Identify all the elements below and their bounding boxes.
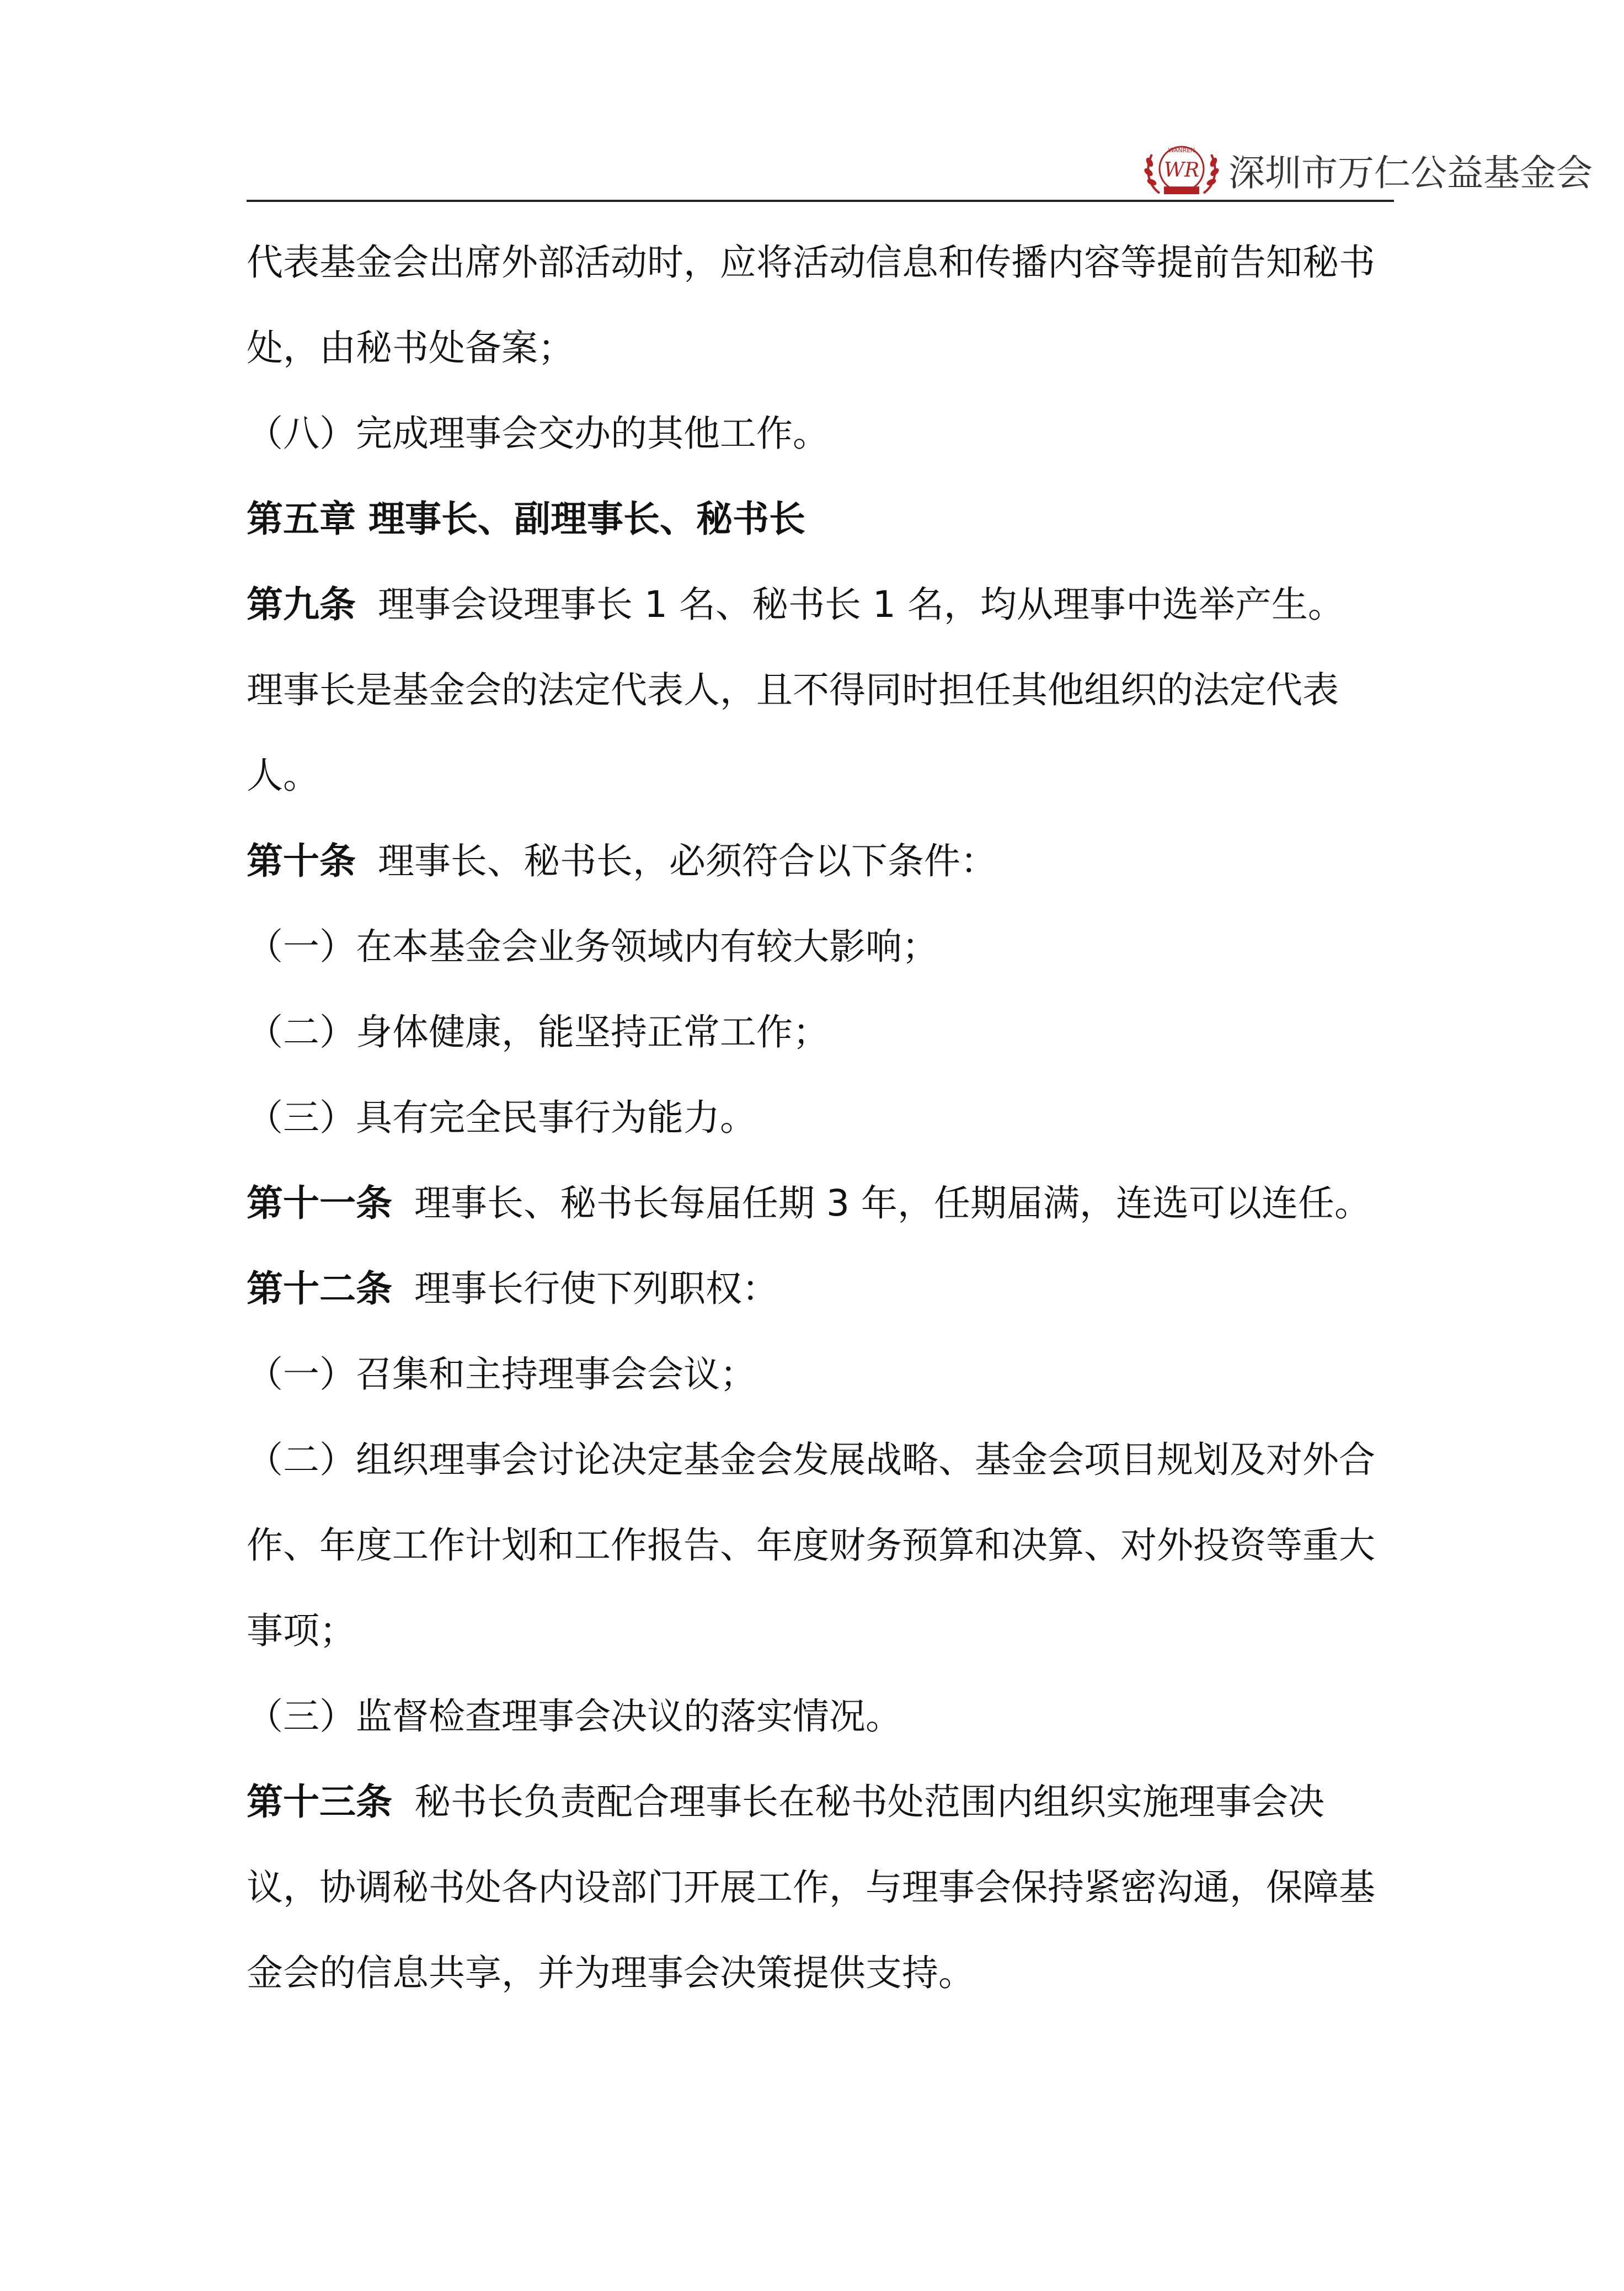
document-body xyxy=(247,220,1394,2016)
text-line xyxy=(247,305,1394,391)
article-line xyxy=(247,1246,1394,1331)
text-line xyxy=(247,989,1394,1075)
text-line xyxy=(247,1503,1394,1588)
article-number: 第十条 xyxy=(247,840,356,882)
line-text: （二）组织理事会讨论决定基金会发展战略、基金会项目规划及对外合 xyxy=(247,1438,1375,1481)
article-line xyxy=(247,818,1394,904)
chapter-heading xyxy=(247,476,1394,562)
text-line xyxy=(247,733,1394,818)
text-line xyxy=(247,220,1394,305)
article-number: 第九条 xyxy=(247,583,356,626)
article-line xyxy=(247,1160,1394,1246)
line-text: （八）完成理事会交办的其他工作。 xyxy=(247,412,829,455)
chapter-heading-text: 第五章 理事长、副理事长、秘书长 xyxy=(247,498,805,540)
text-line xyxy=(247,1417,1394,1503)
article-number: 第十二条 xyxy=(247,1267,392,1310)
line-text: 人。 xyxy=(247,754,319,797)
text-line xyxy=(247,1331,1394,1417)
text-line xyxy=(247,1674,1394,1759)
page-header xyxy=(247,138,1593,200)
line-text: （三）具有完全民事行为能力。 xyxy=(247,1096,756,1139)
logo-top-text: WANREN xyxy=(1168,147,1195,154)
line-text: 处，由秘书处备案； xyxy=(247,327,574,369)
line-text: （三）监督检查理事会决议的落实情况。 xyxy=(247,1695,902,1738)
line-text: 代表基金会出席外部活动时，应将活动信息和传播内容等提前告知秘书 xyxy=(247,241,1375,284)
article-line xyxy=(247,1759,1394,1845)
text-line xyxy=(247,391,1394,476)
line-text: 理事长、秘书长每届任期 3 年，任期届满，连选可以连任。 xyxy=(414,1182,1371,1224)
line-text: 作、年度工作计划和工作报告、年度财务预算和决算、对外投资等重大 xyxy=(247,1524,1375,1567)
text-line xyxy=(247,647,1394,733)
article-number: 第十三条 xyxy=(247,1781,392,1823)
line-text: （一）在本基金会业务领域内有较大影响； xyxy=(247,925,938,968)
text-line xyxy=(247,1930,1394,2016)
article-number: 第十一条 xyxy=(247,1182,392,1224)
line-text: 理事长是基金会的法定代表人，且不得同时担任其他组织的法定代表 xyxy=(247,669,1339,711)
line-text: 秘书长负责配合理事长在秘书处范围内组织实施理事会决 xyxy=(414,1781,1324,1823)
text-line xyxy=(247,1845,1394,1930)
laurel-seal-logo-icon xyxy=(1137,138,1226,200)
line-text: 理事长、秘书长，必须符合以下条件： xyxy=(378,840,997,882)
line-text: 事项； xyxy=(247,1610,356,1652)
line-text: 议，协调秘书处各内设部门开展工作，与理事会保持紧密沟通，保障基 xyxy=(247,1866,1375,1909)
line-text: （一）召集和主持理事会会议； xyxy=(247,1353,756,1395)
text-line xyxy=(247,904,1394,989)
logo-mark: WR xyxy=(1163,159,1200,182)
organization-name: 深圳市万仁公益基金会 xyxy=(1228,152,1593,194)
header-divider xyxy=(247,200,1394,202)
line-text: 金会的信息共享，并为理事会决策提供支持。 xyxy=(247,1952,975,1994)
line-text: 理事会设理事长 1 名、秘书长 1 名，均从理事中选举产生。 xyxy=(378,583,1344,626)
text-line xyxy=(247,1075,1394,1160)
line-text: （二）身体健康，能坚持正常工作； xyxy=(247,1011,829,1053)
line-text: 理事长行使下列职权： xyxy=(414,1267,778,1310)
text-line xyxy=(247,1588,1394,1674)
article-line xyxy=(247,562,1394,647)
